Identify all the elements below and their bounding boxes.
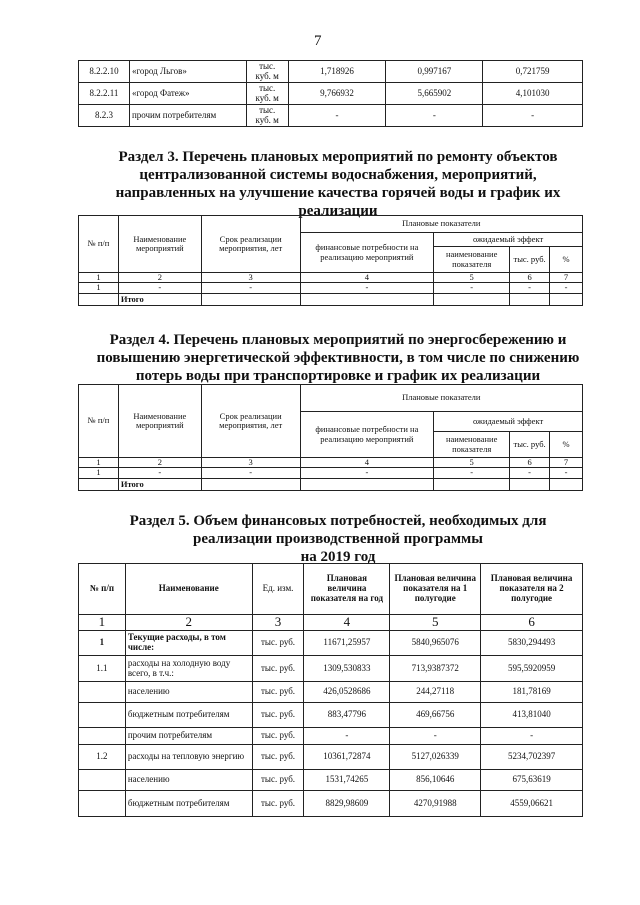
column-numbers-row: 1 2 3 4 5 6 7 (79, 273, 583, 283)
header-pct: % (550, 432, 583, 458)
section4-table (78, 384, 583, 491)
table-row: прочим потребителям тыс. руб. - - - (79, 728, 583, 745)
header-eff: ожидаемый эффект (434, 233, 583, 247)
table-row: 1.1 расходы на холодную воду всего, в т.ч.: тыс. руб. 1309,530833 713,9387372 595,5920959 (79, 656, 583, 682)
header-year: Плановая величина показателя на год (304, 564, 390, 615)
section3-heading: Раздел 3. Перечень плановых мероприятий по ремонту объектов централизованной системы водоснабжения, мероприятий, направленных на улучшение качества горячей воды и график их реализации (115, 149, 561, 219)
table-row: 1 - - - - - - (79, 283, 583, 293)
section5-heading: Раздел 5. Объем финансовых потребностей, необходимых для реализации производственной программы на 2019 год (129, 513, 547, 565)
header-eff: ожидаемый эффект (434, 412, 583, 432)
header-num: № п/п (79, 216, 119, 273)
section4-heading: Раздел 4. Перечень плановых мероприятий по энергосбережению и повышению энергетической эффективности, в том числе по снижению потерь воды при транспортировке и график их реализации (96, 332, 580, 384)
table-row: 8.2.2.10 «город Льгов» тыс. куб. м 1,718926 0,997167 0,721759 (79, 61, 583, 83)
header-rub: тыс. руб. (510, 432, 550, 458)
page-number: 7 (314, 33, 322, 49)
total-row: Итого (79, 293, 583, 305)
header-term: Срок реализации мероприятия, лет (201, 216, 300, 273)
table-row: 1 Текущие расходы, в том числе: тыс. руб. 11671,25957 5840,965076 5830,294493 (79, 631, 583, 656)
table-row: 8.2.2.11 «город Фатеж» тыс. куб. м 9,766932 5,665902 4,101030 (79, 83, 583, 105)
table-row: бюджетным потребителям тыс. руб. 883,47796 469,66756 413,81040 (79, 703, 583, 728)
header-name: Наименование мероприятий (118, 216, 201, 273)
header-ind: наименование показателя (434, 432, 510, 458)
header-fin: финансовые потребности на реализацию мероприятий (300, 233, 434, 273)
header-h1: Плановая величина показателя на 1 полугодие (390, 564, 481, 615)
table-row: 1.2 расходы на тепловую энергию тыс. руб. 10361,72874 5127,026339 5234,702397 (79, 745, 583, 770)
header-plan: Плановые показатели (300, 385, 582, 412)
table-row: бюджетным потребителям тыс. руб. 8829,98609 4270,91988 4559,06621 (79, 791, 583, 817)
top-table (78, 60, 583, 127)
header-name: Наименование (125, 564, 252, 615)
header-ind: наименование показателя (434, 247, 510, 273)
column-numbers-row: 1 2 3 4 5 6 7 (79, 458, 583, 468)
header-num: № п/п (79, 564, 126, 615)
header-num: № п/п (79, 385, 119, 458)
column-numbers-row: 1 2 3 4 5 6 (79, 615, 583, 631)
header-h2: Плановая величина показателя на 2 полугодие (481, 564, 583, 615)
header-pct: % (550, 247, 583, 273)
header-name: Наименование мероприятий (118, 385, 201, 458)
header-plan: Плановые показатели (300, 216, 582, 233)
table-row: 8.2.3 прочим потребителям тыс. куб. м - - - (79, 105, 583, 127)
section3-table (78, 215, 583, 306)
table-row: 1 - - - - - - (79, 468, 583, 478)
header-term: Срок реализации мероприятия, лет (201, 385, 300, 458)
header-unit: Ед. изм. (252, 564, 304, 615)
header-rub: тыс. руб. (510, 247, 550, 273)
table-row: населению тыс. руб. 1531,74265 856,10646 675,63619 (79, 770, 583, 791)
table-row: населению тыс. руб. 426,0528686 244,27118 181,78169 (79, 682, 583, 703)
total-row: Итого (79, 478, 583, 490)
section5-table (78, 563, 583, 817)
header-fin: финансовые потребности на реализацию мероприятий (300, 412, 434, 458)
